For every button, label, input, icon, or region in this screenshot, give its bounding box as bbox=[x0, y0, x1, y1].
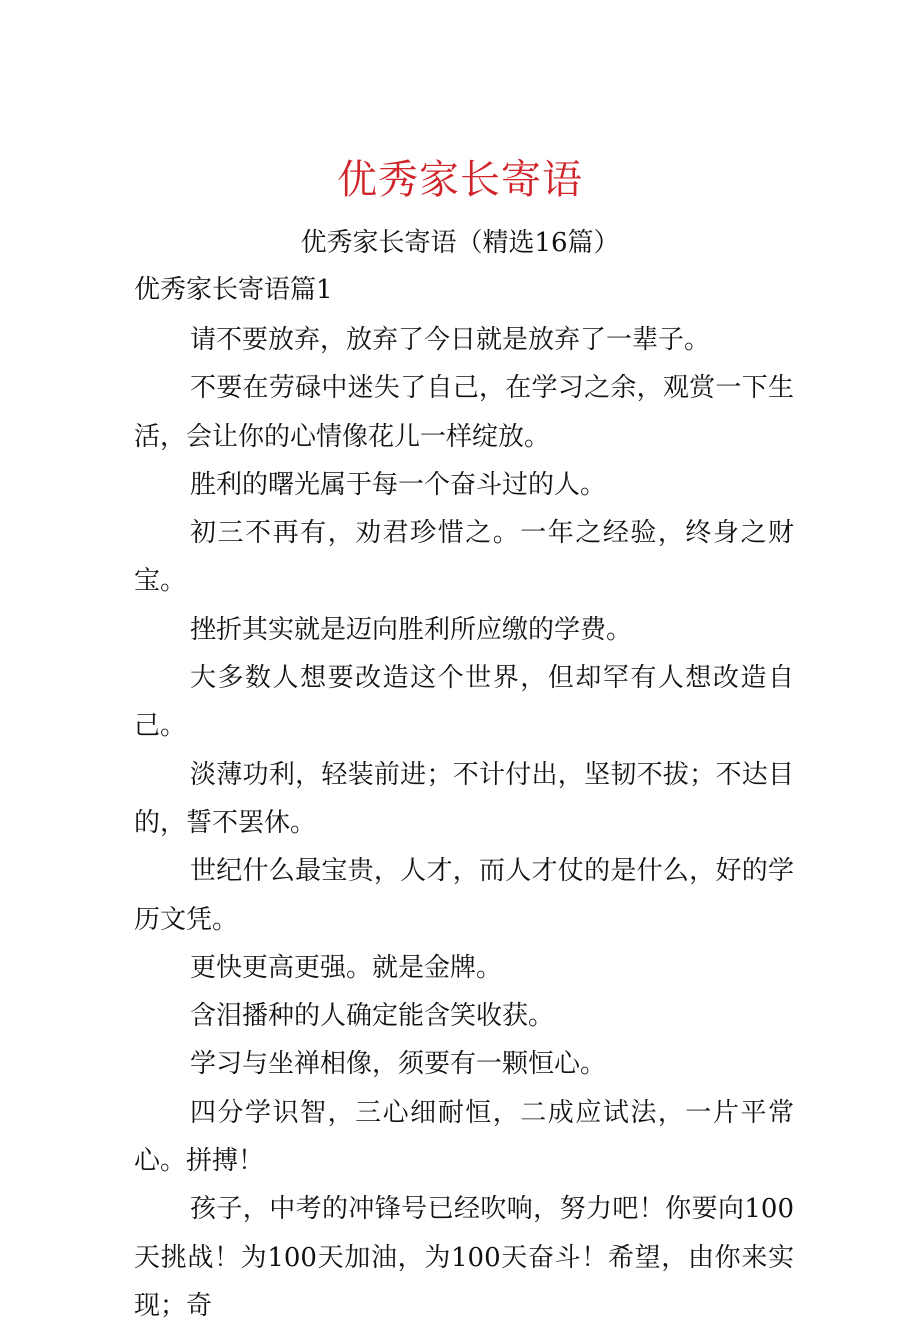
paragraph-11: 学习与坐禅相像，须要有一颗恒心。 bbox=[190, 1049, 607, 1080]
paragraph-5: 挫折其实就是迈向胜利所应缴的学费。 bbox=[190, 614, 633, 645]
paragraph-1: 请不要放弃，放弃了今日就是放弃了一辈子。 bbox=[190, 325, 711, 355]
paragraph-10: 含泪播种的人确定能含笑收获。 bbox=[190, 1001, 555, 1032]
paragraph-9: 更快更高更强。就是金牌。 bbox=[190, 952, 503, 983]
paragraph-6: 大多数人想要改造这个世界，但却罕有人想改造自己。 bbox=[134, 663, 794, 742]
section-heading: 优秀家长寄语篇1 bbox=[134, 275, 333, 305]
paragraph-7: 淡薄功利，轻装前进；不计付出，坚韧不拔；不达目的，誓不罢休。 bbox=[134, 759, 794, 838]
document-title: 优秀家长寄语 bbox=[337, 157, 583, 203]
paragraph-4: 初三不再有，劝君珍惜之。一年之经验，终身之财宝。 bbox=[134, 518, 794, 597]
paragraph-13: 孩子，中考的冲锋号已经吹响，努力吧！你要向100天挑战！为100天加油，为100天奋斗！希望，由你来实现；奇 bbox=[134, 1194, 794, 1321]
paragraph-12: 四分学识智，三心细耐恒，二成应试法，一片平常心。拼搏！ bbox=[134, 1097, 794, 1177]
paragraph-8: 世纪什么最宝贵，人才，而人才仗的是什么，好的学历文凭。 bbox=[134, 856, 794, 935]
document-subtitle: 优秀家长寄语（精选16篇） bbox=[300, 228, 620, 258]
document-body bbox=[134, 316, 794, 1330]
paragraph-3: 胜利的曙光属于每一个奋斗过的人。 bbox=[190, 469, 607, 500]
paragraph-2: 不要在劳碌中迷失了自己，在学习之余，观赏一下生活，会让你的心情像花儿一样绽放。 bbox=[134, 373, 794, 452]
